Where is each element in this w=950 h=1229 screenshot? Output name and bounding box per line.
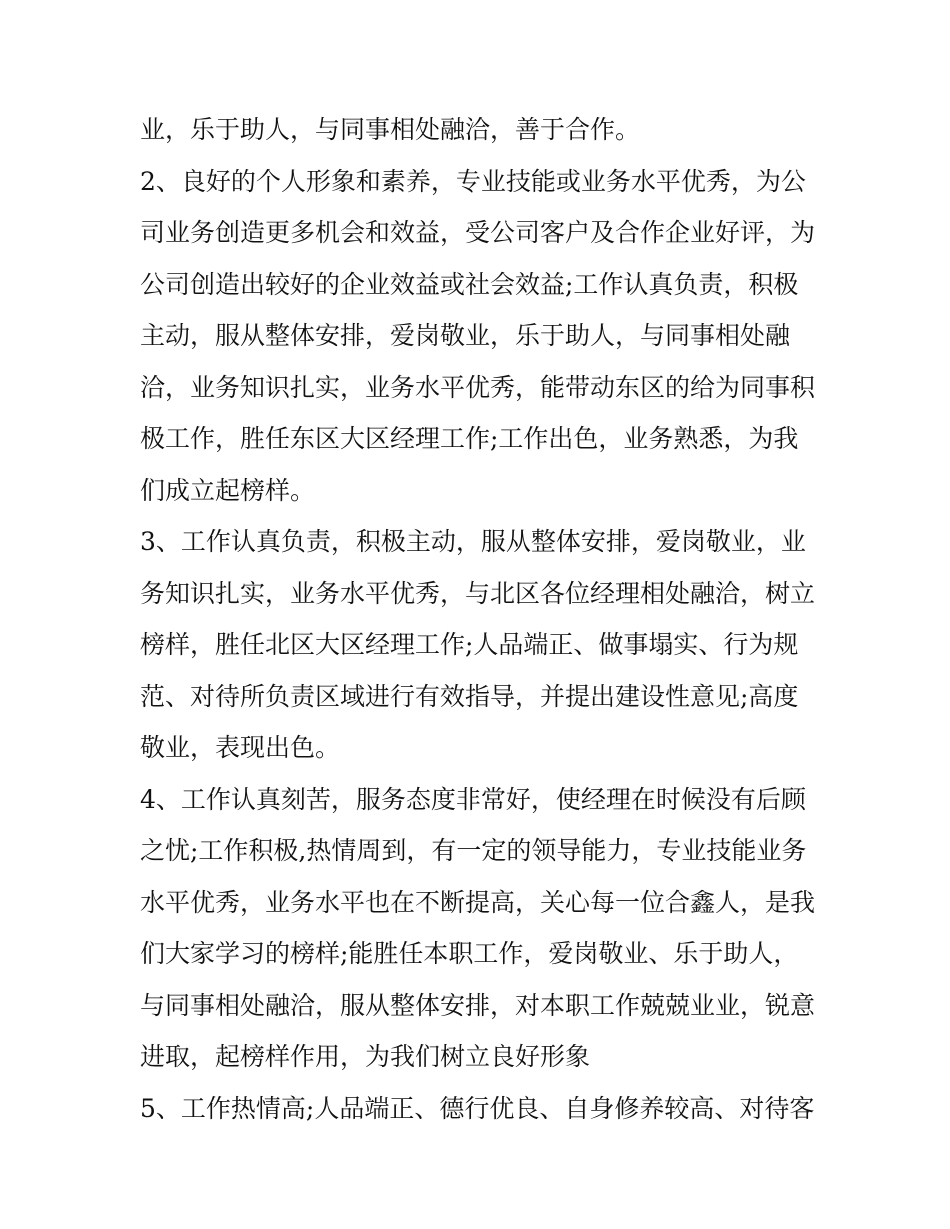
text-line: 公司创造出较好的企业效益或社会效益;工作认真负责，积极 bbox=[140, 269, 799, 299]
text-line: 极工作，胜任东区大区经理工作;工作出色，业务熟悉，为我 bbox=[140, 424, 799, 453]
text-line: 与同事相处融洽，服从整体安排，对本职工作兢兢业业，锐意 bbox=[140, 990, 816, 1020]
text-line: 务知识扎实，业务水平优秀，与北区各位经理相处融洽，树立 bbox=[140, 578, 816, 608]
document-body bbox=[140, 104, 820, 1134]
text-line: 进取，起榜样作用，为我们树立良好形象 bbox=[140, 1042, 591, 1071]
text-line: 水平优秀，业务水平也在不断提高，关心每一位合鑫人，是我 bbox=[140, 887, 816, 917]
text-line: 3、工作认真负责，积极主动，服从整体安排，爱岗敬业，业 bbox=[140, 527, 806, 556]
text-line: 5、工作热情高;人品端正、德行优良、自身修养较高、对待客 bbox=[140, 1093, 815, 1123]
text-line: 之忧;工作积极,热情周到，有一定的领导能力，专业技能业务 bbox=[140, 836, 807, 865]
text-line: 4、工作认真刻苦，服务态度非常好，使经理在时候没有后顾 bbox=[140, 784, 806, 814]
text-line: 榜样，胜任北区大区经理工作;人品端正、做事塌实、行为规 bbox=[140, 630, 799, 659]
text-line: 们成立起榜样。 bbox=[140, 475, 316, 505]
text-line: 们大家学习的榜样;能胜任本职工作，爱岗敬业、乐于助人， bbox=[140, 939, 799, 968]
text-line: 业，乐于助人，与同事相处融洽，善于合作。 bbox=[140, 115, 641, 144]
text-line: 敬业，表现出色。 bbox=[140, 733, 341, 762]
text-line: 2、良好的个人形象和素养，专业技能或业务水平优秀，为公 bbox=[140, 166, 806, 196]
text-line: 主动，服从整体安排，爱岗敬业，乐于助人，与同事相处融 bbox=[140, 321, 791, 350]
text-line: 司业务创造更多机会和效益，受公司客户及合作企业好评，为 bbox=[140, 218, 816, 247]
text-line: 范、对待所负责区域进行有效指导，并提出建设性意见;高度 bbox=[140, 681, 799, 711]
text-line: 洽，业务知识扎实，业务水平优秀，能带动东区的给为同事积 bbox=[140, 372, 816, 402]
